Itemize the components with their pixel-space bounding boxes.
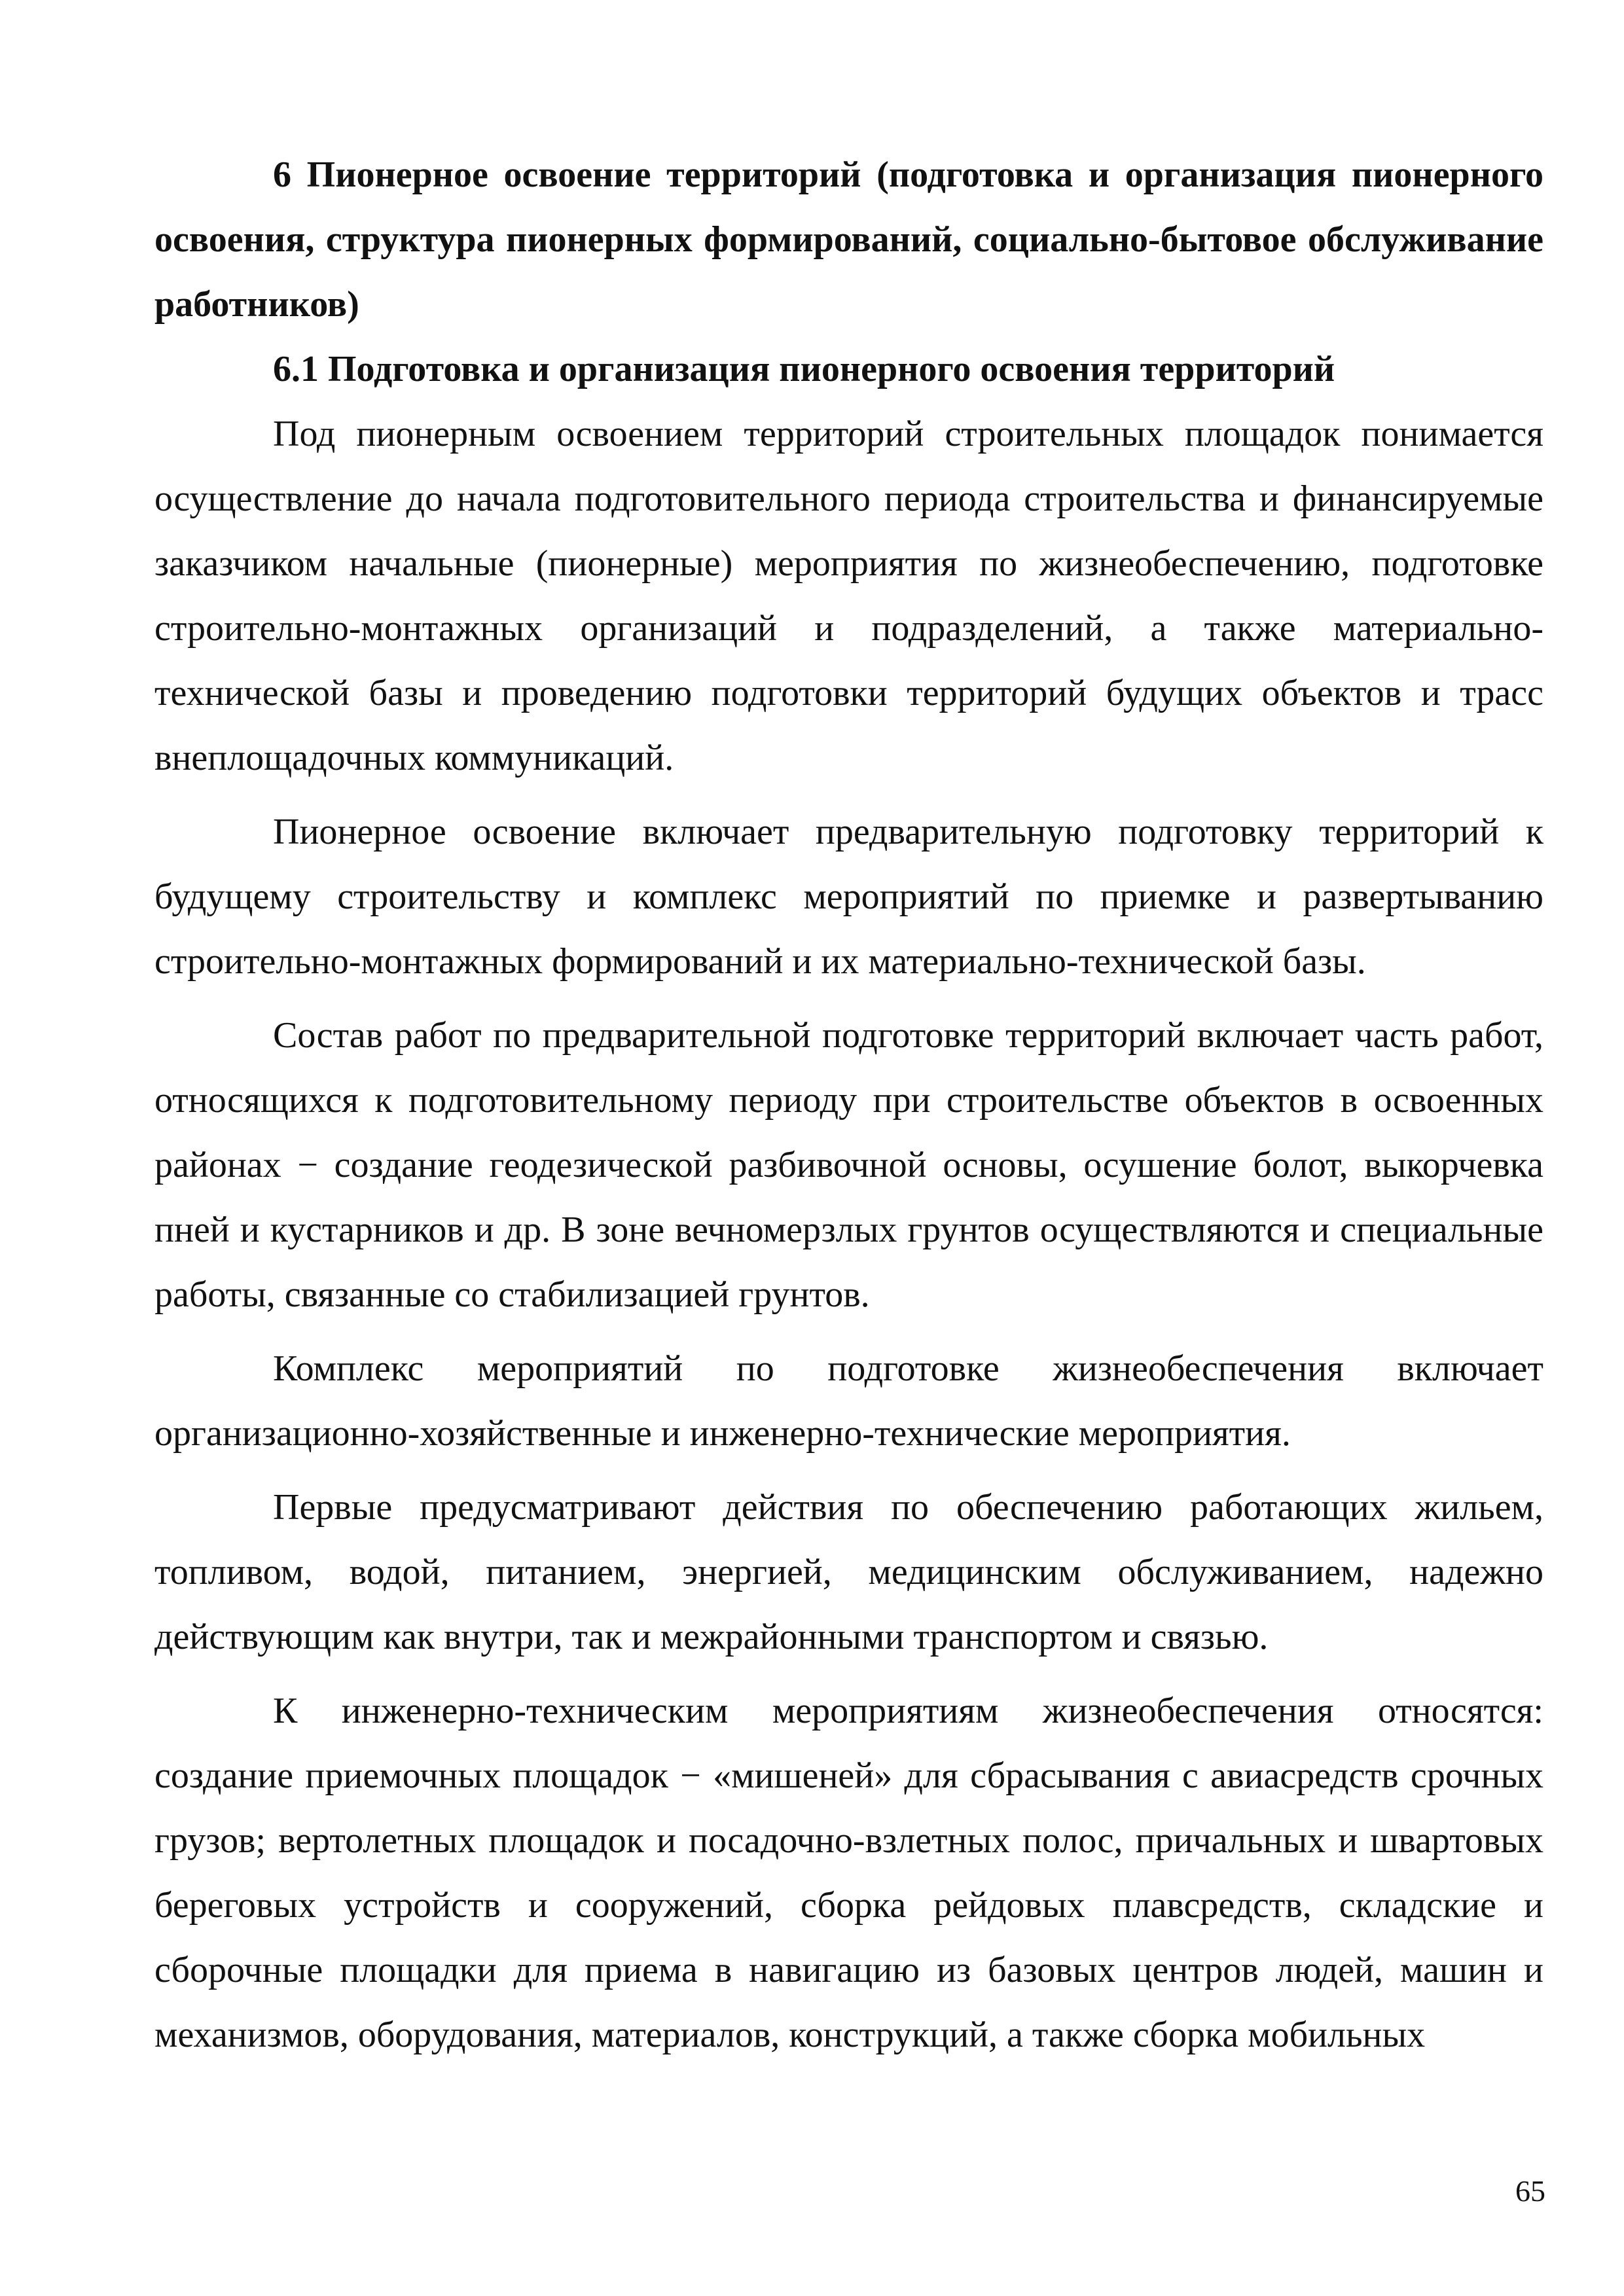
subsection-heading: 6.1 Подготовка и организация пионерного освоения территорий <box>273 349 1335 389</box>
page-number: 65 <box>1515 2174 1545 2208</box>
paragraph: Состав работ по предварительной подготовке территорий включает часть работ, относящихся к подготовительному периоду при строительстве объектов в освоенных районах − создание геодезической разбивочной основы, осушение болот, выкорчевка пней и кустарников и др. В зоне вечномерзлых грунтов осуществляются и специальные работы, связанные со стабилизацией грунтов. <box>154 1015 1543 1315</box>
paragraph: Пионерное освоение включает предварительную подготовку территорий к будущему строительству и комплекс мероприятий по приемке и развертыванию строительно-монтажных формирований и их материально-технической базы. <box>154 812 1543 982</box>
paragraph: Комплекс мероприятий по подготовке жизнеобеспечения включает организационно-хозяйственные и инженерно-технические мероприятия. <box>154 1348 1543 1454</box>
paragraph: Под пионерным освоением территорий строительных площадок понимается осуществление до начала подготовительного периода строительства и финансируемые заказчиком начальные (пионерные) мероприятия по жизнеобеспечению, подготовке строительно-монтажных организаций и подразделений, а также материально-технической базы и проведению подготовки территорий будущих объектов и трасс внеплощадочных коммуникаций. <box>154 414 1543 778</box>
page-body <box>154 143 1543 2068</box>
section-heading: 6 Пионерное освоение территорий (подготовка и организация пионерного освоения, структура пионерных формирований, социально-бытовое обслуживание работников) <box>154 154 1543 325</box>
paragraph: К инженерно-техническим мероприятиям жизнеобеспечения относятся: создание приемочных площадок − «мишеней» для сбрасывания с авиасредств срочных грузов; вертолетных площадок и посадочно-взлетных полос, причальных и швартовых береговых устройств и сооружений, сборка рейдовых плавсредств, складские и сборочные площадки для приема в навигацию из базовых центров людей, машин и механизмов, оборудования, материалов, конструкций, а также сборка мобильных <box>154 1691 1543 2055</box>
paragraph: Первые предусматривают действия по обеспечению работающих жильем, топливом, водой, питанием, энергией, медицинским обслуживанием, надежно действующим как внутри, так и межрайонными транспортом и связью. <box>154 1487 1543 1657</box>
